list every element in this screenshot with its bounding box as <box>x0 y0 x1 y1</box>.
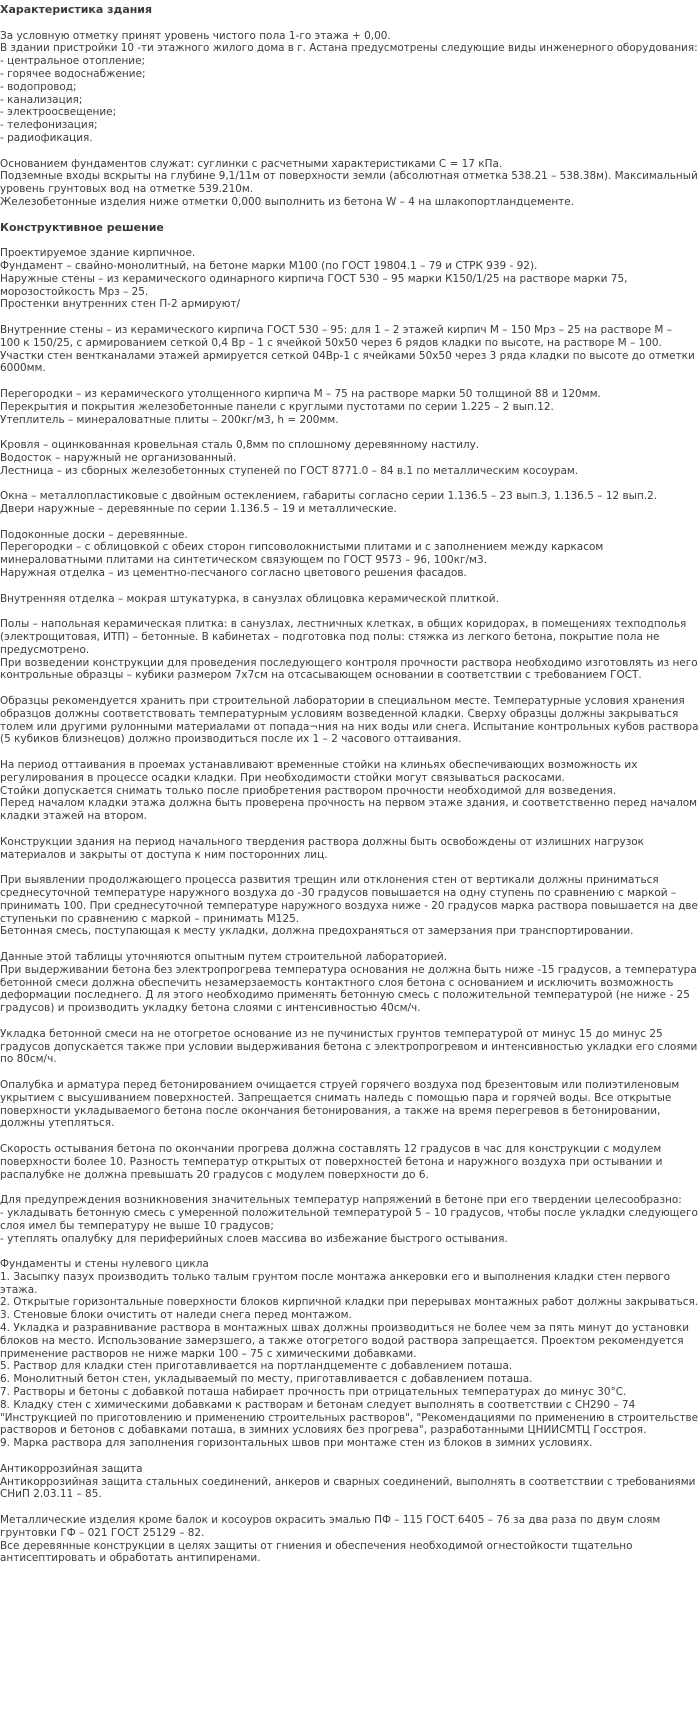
text-line: Окна – металлопластиковые с двойным остеклением, габариты согласно серии 1.136.5 – 23 вып.3, 1.136.5 – 12 вып.2. <box>0 490 658 503</box>
text-line: Для предупреждения возникновения значительных температур напряжений в бетоне при его твердении целесообразно: <box>0 1194 682 1207</box>
paragraph-spacer <box>0 1130 700 1143</box>
paragraph-spacer <box>0 580 700 593</box>
paragraph-spacer <box>0 823 700 836</box>
text-line: по 80см/ч. <box>0 1053 57 1066</box>
text-line: 1. Засыпку пазух производить только талым грунтом после монтажа анкеровки его и выполнения кладки стен первого <box>0 1270 671 1283</box>
text-line: При выдерживании бетона без электропрогрева температура основания не должна быть ниже -15 градусов, а температура <box>0 963 697 976</box>
paragraph <box>0 30 700 145</box>
text-line: должны утепляться. <box>0 1117 115 1130</box>
text-line: - телефонизация; <box>0 119 98 132</box>
text-line: толем или другими рулонными материалами от попада¬ния на них воды или снега. Испытание контрольных кубов раствора <box>0 720 699 733</box>
text-line: Наружные стены – из керамического одинарного кирпича ГОСТ 530 – 95 марки К150/1/25 на растворе марки 75, <box>0 272 628 285</box>
paragraph-spacer <box>0 605 700 618</box>
section-heading: Конструктивное решение <box>0 220 164 234</box>
text-line: Подземные входы вскрыты на глубине 9,1/11м от поверхности земли (абсолютная отметка 538.21 – 538.38м). Максимальный <box>0 170 698 183</box>
text-line: Бетонная смесь, поступающая к месту укладки, должна предохраняться от замерзания при транспортировании. <box>0 925 634 938</box>
paragraph <box>0 759 700 823</box>
text-line: 7. Растворы и бетоны с добавкой поташа набирает прочность при отрицательных температурах до минус 30°С. <box>0 1386 627 1399</box>
paragraph-spacer <box>0 1245 700 1258</box>
text-line: 4. Укладка и разравнивание раствора в монтажных швах должны производиться не более чем за пять минут до установки <box>0 1322 690 1335</box>
paragraph-spacer <box>0 17 700 30</box>
paragraph <box>0 490 700 516</box>
paragraph <box>0 1463 700 1501</box>
text-line: - канализация; <box>0 93 83 106</box>
text-line: Металлические изделия кроме балок и косоуров окрасить эмалью ПФ – 115 ГОСТ 6405 – 76 за два раза по двум слоям <box>0 1514 661 1527</box>
text-line: распалубке не должна превышать 20 градусов с модулем поверхности до 6. <box>0 1168 429 1181</box>
text-line: Антикоррозийная защита стальных соединений, анкеров и сварных соединений, выполнять в соответствии с требованиями <box>0 1475 696 1488</box>
text-line: поверхности более 10. Разность температур открытых от поверхностей бетона и наружного воздуха при остывании и <box>0 1155 663 1168</box>
paragraph-spacer <box>0 477 700 490</box>
paragraph-spacer <box>0 746 700 759</box>
text-line: антисептировать и обработать антипиренами. <box>0 1552 261 1565</box>
section-heading: Характеристика здания <box>0 3 153 16</box>
text-line: 6000мм. <box>0 362 46 375</box>
text-line: 5. Раствор для кладки стен приготавливается на портландцементе с добавлением поташа. <box>0 1360 513 1373</box>
paragraph-spacer <box>0 375 700 388</box>
paragraph-spacer <box>0 234 700 247</box>
text-line: морозостойкость Мрз – 25. <box>0 285 149 298</box>
text-line: контрольные образцы – кубики размером 7х7см на отсасывающем основании в соответствии с требованием ГОСТ. <box>0 669 642 682</box>
paragraph <box>0 1514 700 1565</box>
text-line: уровень грунтовых вод на отметке 539.210м. <box>0 183 254 196</box>
paragraph <box>0 529 700 580</box>
text-line: Все деревянные конструкции в целях защиты от гниения и обеспечения необходимой огнестойкости тщательно <box>0 1539 633 1552</box>
text-line: Образцы рекомендуется хранить при строительной лаборатории в специальном месте. Температурные условия хранения <box>0 695 685 708</box>
text-line: Скорость остывания бетона по окончании прогрева должна составлять 12 градусов в час для конструкции с модулем <box>0 1142 662 1155</box>
text-line: бетонной смеси должна обеспечить незамерзаемость контактного слоя бетона с основанием и исключить возможность <box>0 976 674 989</box>
paragraph-spacer <box>0 1181 700 1194</box>
paragraph-spacer <box>0 426 700 439</box>
paragraph <box>0 388 700 426</box>
paragraph <box>0 1143 700 1181</box>
text-line: Проектируемое здание кирпичное. <box>0 247 196 260</box>
paragraph-spacer <box>0 682 700 695</box>
paragraph <box>0 1079 700 1130</box>
text-line: 3. Стеновые блоки очистить от наледи снега перед монтажом. <box>0 1309 352 1322</box>
text-line: блоков на место. Использование замерзшего, а также отогретого водой раствора запрещается. Проектом рекомендуется <box>0 1334 684 1347</box>
text-line: Укладка бетонной смеси на не отогретое основание из не пучинистых грунтов температурой от минус 15 до минус 25 <box>0 1027 663 1040</box>
text-line: Данные этой таблицы уточняются опытным путем строительной лабораторией. <box>0 950 448 963</box>
text-line: "Инструкцией по приготовлению и применению строительных растворов", "Рекомендациями по применению в строительстве <box>0 1411 699 1424</box>
paragraph <box>0 618 700 682</box>
paragraph <box>0 874 700 938</box>
text-line: - водопровод; <box>0 80 77 93</box>
text-line: При выявлении продолжающего процесса развития трещин или отклонения стен от вертикали должны приниматься <box>0 874 659 887</box>
text-line: Кровля – оцинкованная кровельная сталь 0,8мм по сплошному деревянному настилу. <box>0 439 480 452</box>
text-line: слоя имел бы температуру не выше 10 градусов; <box>0 1219 274 1232</box>
text-line: деформации последнего. Д ля этого необходимо применять бетонную смесь с положительной температурой (не ниже - 25 <box>0 989 690 1002</box>
text-line: Перегородки – из керамического утолщенного кирпича М – 75 на растворе марки 50 толщиной 88 и 120мм. <box>0 387 601 400</box>
paragraph-spacer <box>0 145 700 158</box>
text-line: минераловатными плитами на синтетическом связующем по ГОСТ 9573 – 96, 100кг/м3. <box>0 554 487 567</box>
paragraph <box>0 158 700 209</box>
text-line: 100 к 150/25, с армированием сеткой 0,4 Вр – 1 с ячейкой 50х50 через 6 рядов кладки по высоте, на растворе М – 100. <box>0 336 662 349</box>
text-line: Конструкции здания на период начального твердения раствора должны быть освобождены от излишних нагрузок <box>0 835 645 848</box>
text-line: Внутренние стены – из керамического кирпича ГОСТ 530 – 95: для 1 – 2 этажей кирпич М – 150 Мрз – 25 на растворе М – <box>0 323 673 336</box>
text-line: среднесуточной температуре наружного воздуха до -30 градусов повышается на одну ступень по сравнению с маркой – <box>0 886 677 899</box>
paragraph-spacer <box>0 861 700 874</box>
text-line: Внутренняя отделка – мокрая штукатурка, в санузлах облицовка керамической плиткой. <box>0 592 499 605</box>
text-line: В здании пристройки 10 -ти этажного жилого дома в г. Астана предусмотрены следующие виды инженерного оборудования: <box>0 42 698 55</box>
paragraph <box>0 836 700 862</box>
text-line: Фундаменты и стены нулевого цикла <box>0 1258 209 1271</box>
text-line: Опалубка и арматура перед бетонированием очищается струей горячего воздуха под брезентовым или полиэтиленовым <box>0 1078 680 1091</box>
paragraph <box>0 593 700 606</box>
text-line: 2. Открытые горизонтальные поверхности блоков кирпичной кладки при перерывах монтажных работ должны закрываться. <box>0 1296 699 1309</box>
text-line: применение растворов не ниже марки 100 – 75 с химическими добавками. <box>0 1347 417 1360</box>
text-line: образцов должны соответствовать температурным условиям возведенной кладки. Сверху образцы должны закрываться <box>0 707 679 720</box>
text-line: Двери наружные – деревянные по серии 1.136.5 – 19 и металлические. <box>0 503 397 516</box>
text-line: На период оттаивания в проемах устанавливают временные стойки на клиньях обеспечивающих возможность их <box>0 759 638 772</box>
text-line: Перед началом кладки этажа должна быть проверена прочность на первом этаже здания, и соответственно перед началом <box>0 797 698 810</box>
paragraph <box>0 439 700 477</box>
text-line: предусмотрено. <box>0 643 90 656</box>
text-line: 8. Кладку стен с химическими добавками к растворам и бетонам следует выполнять в соответствии с СН290 – 74 <box>0 1398 636 1411</box>
text-line: - утеплять опалубку для периферийных слоев массива во избежание быстрого остывания. <box>0 1232 508 1245</box>
text-line: растворов и бетонов с добавками поташа, в зимних условиях без прогрева", разработанными ЦНИИСМТЦ Госстроя. <box>0 1424 647 1437</box>
text-line: Полы – напольная керамическая плитка: в санузлах, лестничных клетках, в общих коридорах, в помещениях техподполья <box>0 618 687 631</box>
text-line: За условную отметку принят уровень чистого пола 1-го этажа + 0,00. <box>0 29 391 42</box>
text-line: - горячее водоснабжение; <box>0 67 146 80</box>
text-line: - электроосвещение; <box>0 106 117 119</box>
text-line: Антикоррозийная защита <box>0 1462 143 1475</box>
text-line: - укладывать бетонную смесь с умеренной положительной температурой 5 – 10 градусов, чтобы после укладки следующего <box>0 1206 698 1219</box>
text-line: градусов допускается также при условии выдерживания бетона с электропрогревом и интенсивностью укладки его слоями <box>0 1040 698 1053</box>
text-line: регулирования в процессе осадки кладки. При необходимости стойки могут связываться раскосами. <box>0 771 565 784</box>
paragraph <box>0 1258 700 1450</box>
text-line: СНиП 2.03.11 – 85. <box>0 1488 102 1501</box>
text-line: Лестница – из сборных железобетонных ступеней по ГОСТ 8771.0 – 84 в.1 по металлическим косоурам. <box>0 464 579 477</box>
paragraph-spacer <box>0 516 700 529</box>
paragraph <box>0 695 700 746</box>
text-line: грунтовки ГФ – 021 ГОСТ 25129 – 82. <box>0 1526 205 1539</box>
text-line: ступеньки по сравнению с маркой – принимать М125. <box>0 912 300 925</box>
paragraph-spacer <box>0 1501 700 1514</box>
text-line: Участки стен вентканалами этажей армируется сеткой 04Вр-1 с ячейками 50х50 через 3 ряда кладки по высоте до отметки <box>0 349 695 362</box>
text-line: градусов) и производить укладку бетона слоями с интенсивностью 40см/ч. <box>0 1002 421 1015</box>
text-line: При возведении конструкции для проведения последующего контроля прочности раствора необходимо изготовлять из него <box>0 656 698 669</box>
text-line: Фундамент – свайно-монолитный, на бетоне марки М100 (по ГОСТ 19804.1 – 79 и СТРК 939 - 92). <box>0 259 538 272</box>
text-line: (электрощитовая, ИТП) – бетонные. В кабинетах – подготовка под полы: стяжка из легкого бетона, покрытие пола не <box>0 631 660 644</box>
paragraph <box>0 1194 700 1245</box>
text-line: поверхности укладываемого бетона после окончания бетонирования, а также на время перегревов в бетонировании, <box>0 1104 661 1117</box>
paragraph-spacer <box>0 1066 700 1079</box>
text-line: 6. Монолитный бетон стен, укладываемый по месту, приготавливается с добавлением поташа. <box>0 1373 533 1386</box>
text-line: Простенки внутренних стен П-2 армируют/ <box>0 298 241 311</box>
text-line: кладки этажей на втором. <box>0 810 147 823</box>
text-line: Водосток – наружный не организованный. <box>0 451 237 464</box>
text-line: материалов и закрыты от доступа к ним посторонних лиц. <box>0 848 328 861</box>
paragraph-spacer <box>0 1450 700 1463</box>
paragraph-spacer <box>0 1015 700 1028</box>
text-line: этажа. <box>0 1283 38 1296</box>
text-line: Подоконные доски – деревянные. <box>0 528 188 541</box>
paragraph <box>0 1028 700 1066</box>
text-line: принимать 100. При среднесуточной температуре наружного воздуха ниже - 20 градусов марка раствора повышается на две <box>0 899 698 912</box>
paragraph <box>0 247 700 311</box>
text-line: Утеплитель – минераловатные плиты – 200кг/м3, h = 200мм. <box>0 413 339 426</box>
text-line: Железобетонные изделия ниже отметки 0,000 выполнить из бетона W – 4 на шлакопортландцементе. <box>0 195 575 208</box>
text-line: - радиофикация. <box>0 131 93 144</box>
text-line: 9. Марка раствора для заполнения горизонтальных швов при монтаже стен из блоков в зимних условиях. <box>0 1437 593 1450</box>
text-line: (5 кубиков близнецов) должно производиться после их 1 – 2 часового оттаивания. <box>0 733 462 746</box>
paragraph <box>0 324 700 375</box>
text-line: Перегородки – с облицовкой с обеих сторон гипсоволокнистыми плитами и с заполнением между каркасом <box>0 541 604 554</box>
text-line: укрытием с высушиванием поверхностей. Запрещается снимать наледь с помощью пара и горячей воды. Все открытые <box>0 1091 672 1104</box>
paragraph-spacer <box>0 311 700 324</box>
text-line: - центральное отопление; <box>0 55 146 68</box>
paragraph-spacer <box>0 938 700 951</box>
paragraph <box>0 951 700 1015</box>
text-line: Основанием фундаментов служат: суглинки с расчетными характеристиками С = 17 кПа. <box>0 157 503 170</box>
text-line: Перекрытия и покрытия железобетонные панели с круглыми пустотами по серии 1.225 – 2 вып.12. <box>0 400 554 413</box>
text-line: Наружная отделка – из цементно-песчаного согласно цветового решения фасадов. <box>0 567 467 580</box>
text-line: Стойки допускается снимать только после приобретения раствором прочности необходимой для возведения. <box>0 784 617 797</box>
